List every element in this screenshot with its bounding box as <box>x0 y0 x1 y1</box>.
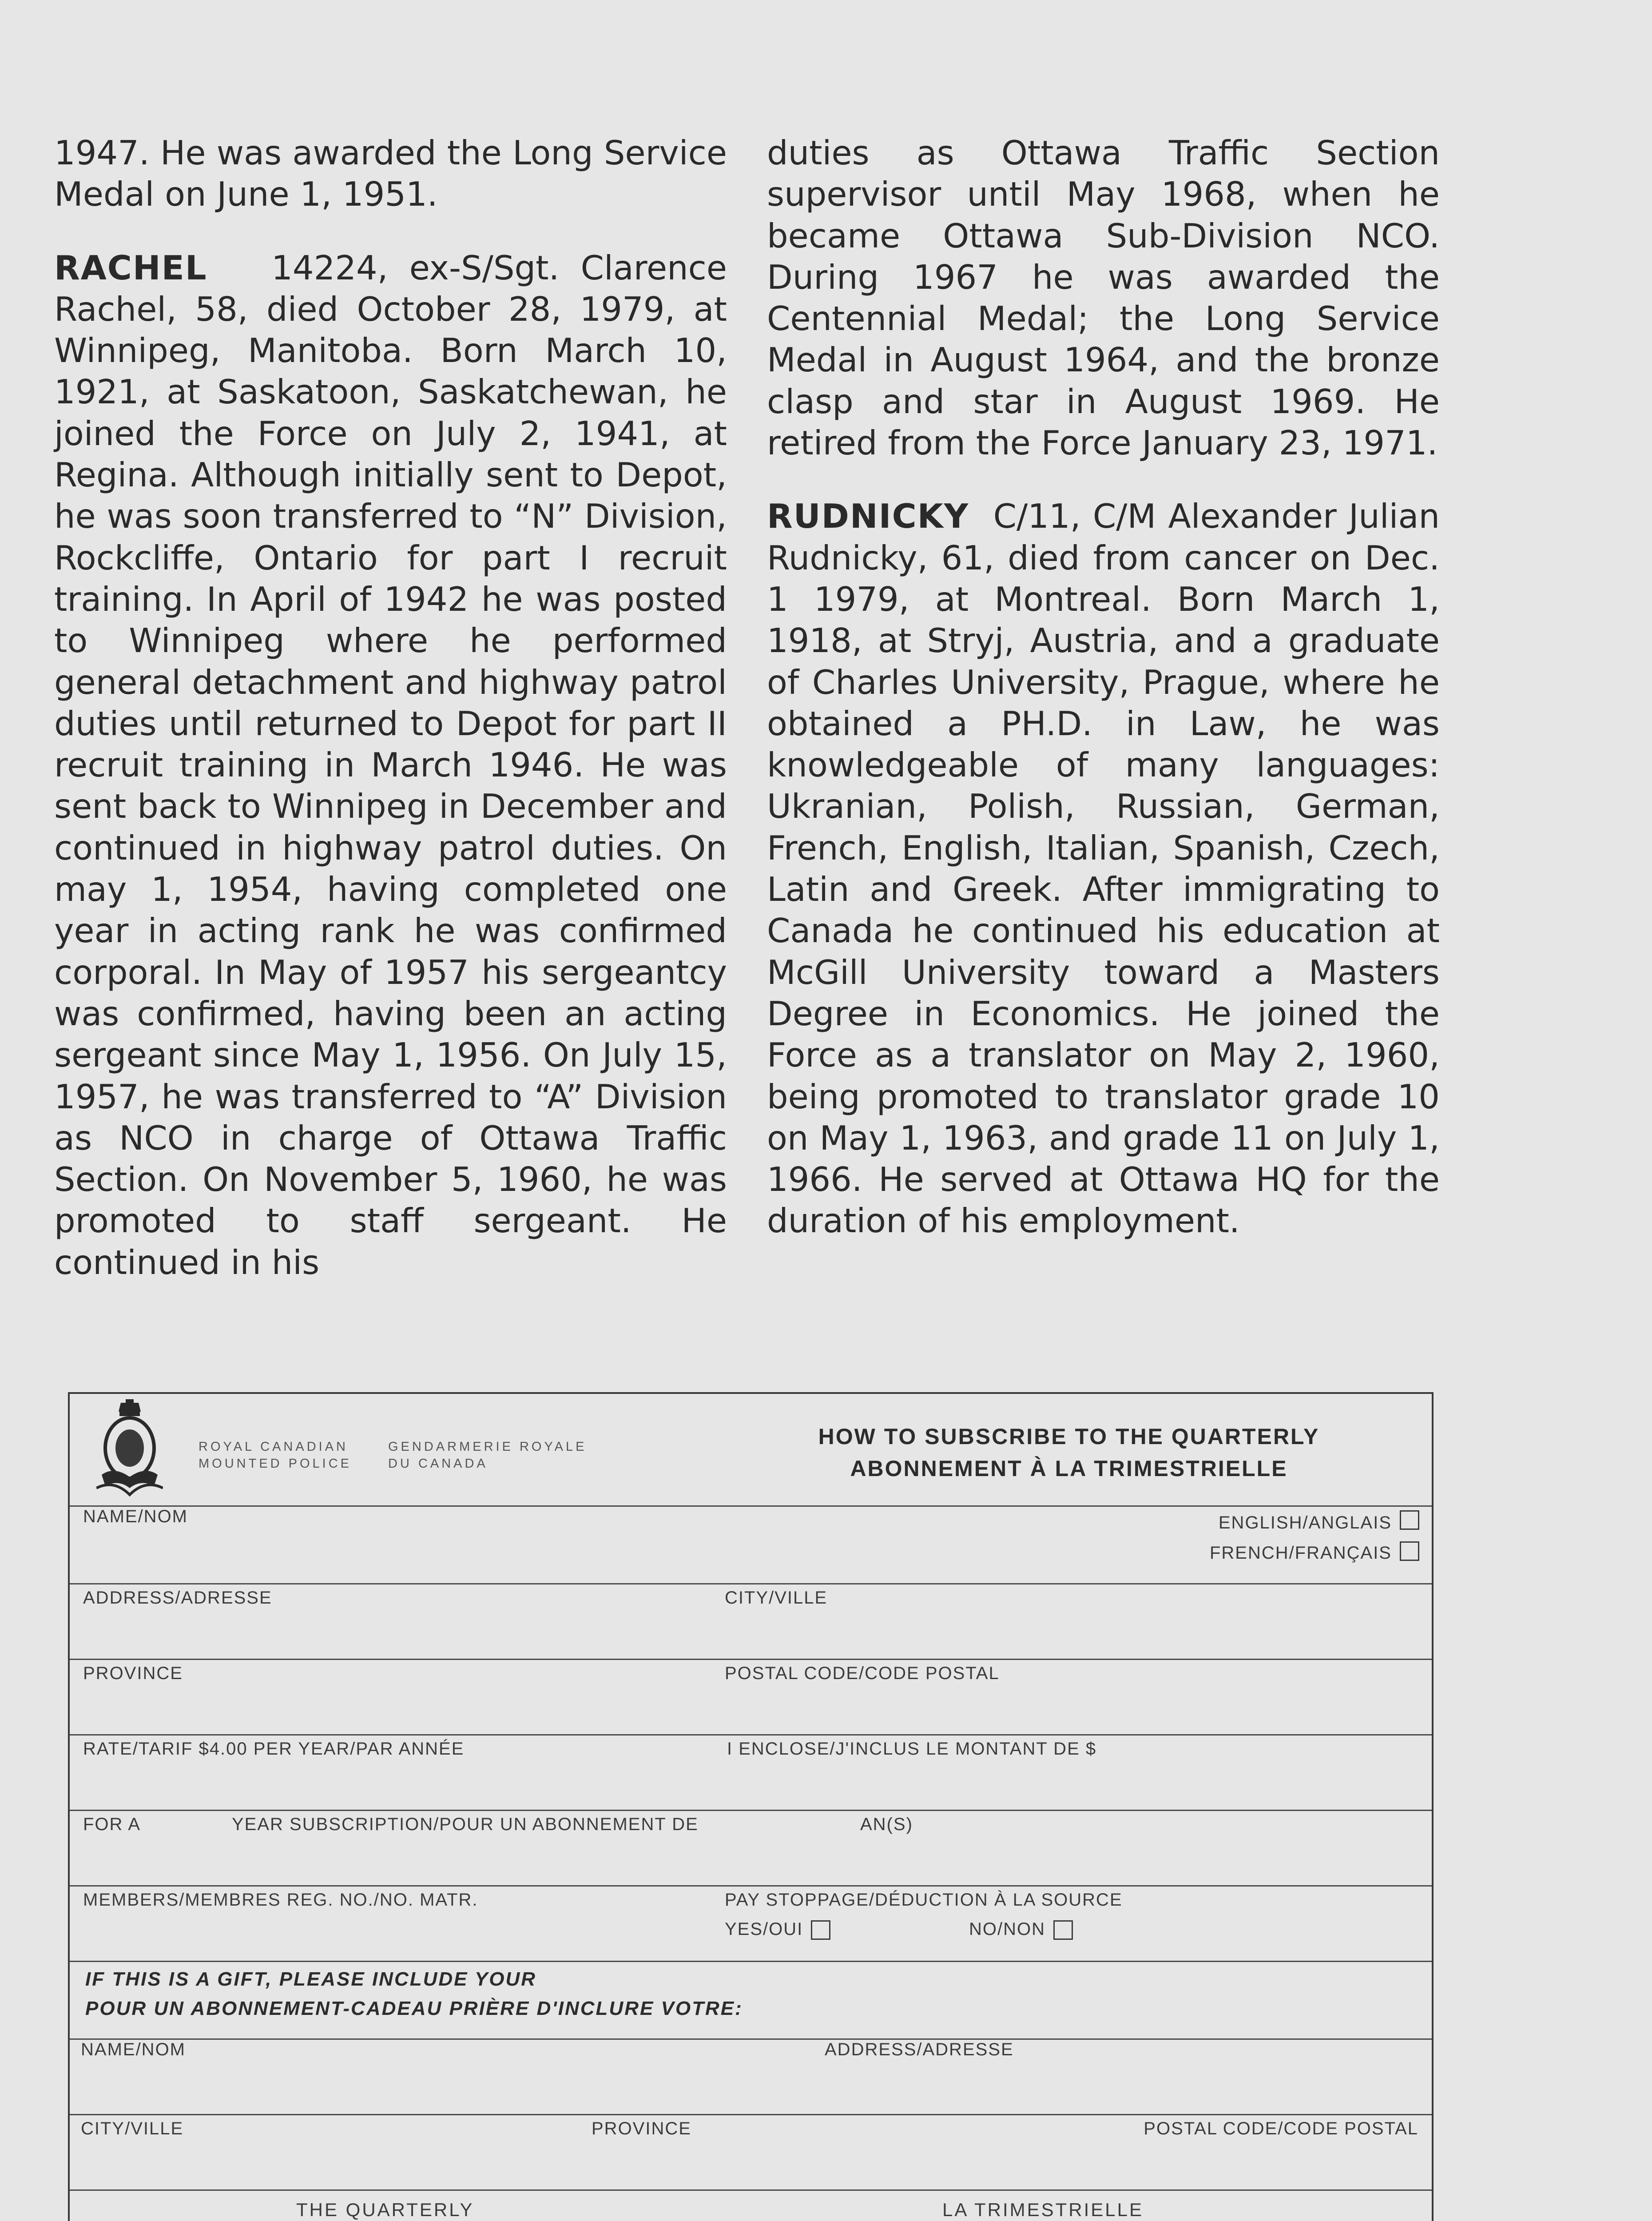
for-a-label: FOR A <box>83 1815 141 1834</box>
gift-instruction-french: POUR UN ABONNEMENT-CADEAU PRIÈRE D'INCLURE VOTRE: <box>85 1998 743 2019</box>
address-label: ADDRESS/ADRESSE <box>83 1588 272 1608</box>
gift-city-label: CITY/VILLE <box>81 2119 184 2138</box>
no-label: NO/NON <box>969 1919 1045 1939</box>
mailing-address-english <box>296 2197 494 2221</box>
gift-province-label: PROVINCE <box>592 2119 691 2138</box>
year-subscription-label: YEAR SUBSCRIPTION/POUR UN ABONNEMENT DE <box>232 1815 699 1834</box>
years-label: AN(S) <box>860 1815 913 1834</box>
rudnicky-obituary <box>767 496 1440 1242</box>
gift-name-label: NAME/NOM <box>81 2040 186 2059</box>
mail-fr-line: LA TRIMESTRIELLE <box>942 2199 1144 2220</box>
members-label: MEMBERS/MEMBRES REG. NO./NO. MATR. <box>83 1890 478 1910</box>
row-subscription-term <box>70 1810 1432 1887</box>
subscription-form <box>68 1392 1434 2221</box>
yes-checkbox[interactable] <box>811 1920 830 1940</box>
no-checkbox[interactable] <box>1053 1920 1073 1940</box>
rachel-obituary <box>54 247 727 1283</box>
rate-label: RATE/TARIF $4.00 PER YEAR/PAR ANNÉE <box>83 1739 465 1759</box>
org-name-french <box>388 1438 587 1472</box>
english-label: ENGLISH/ANGLAIS <box>1218 1513 1392 1532</box>
rudnicky-text: C/11, C/M Alexander Julian Rudnicky, 61, died from cancer on Dec. 1 1979, at Montreal. Born March 1, 1918, at Stryj, Austria, and a graduate of Charles University, Prague, where he obtained a PH.D. in Law, he was knowledgeable of many languages: Ukranian, Polish, Russian, German, French, English, Italian, Spanish, Czech, Latin and Greek. After immigrating to Canada he continued his education at McGill University toward a Masters Degree in Economics. He joined the Force as a translator on May 2, 1960, being promoted to translator grade 10 on May 1, 1963, and grade 11 on July 1, 1966. He served at Ottawa HQ for the duration of his employment. <box>767 497 1440 1241</box>
org-en-line-1: ROYAL CANADIAN <box>199 1440 348 1454</box>
row-province <box>70 1659 1432 1735</box>
left-intro-paragraph: 1947. He was awarded the Long Service Medal on June 1, 1951. <box>54 133 727 214</box>
no-option <box>969 1919 1073 1940</box>
row-mailing-addresses <box>70 2189 1432 2221</box>
rudnicky-name: RUDNICKY <box>767 497 969 536</box>
row-address <box>70 1583 1432 1660</box>
french-label: FRENCH/FRANÇAIS <box>1209 1543 1392 1563</box>
rachel-name: RACHEL <box>54 248 207 287</box>
yes-label: YES/OUI <box>725 1919 803 1939</box>
yes-option <box>725 1919 830 1940</box>
gift-postal-code-label: POSTAL CODE/CODE POSTAL <box>1144 2119 1418 2138</box>
row-gift-city <box>70 2114 1432 2191</box>
form-title <box>780 1421 1358 1485</box>
right-continuation-paragraph: duties as Ottawa Traffic Section supervisor until May 1968, when he became Ottawa Sub-Division NCO. During 1967 he was awarded the Centennial Medal; the Long Service Medal in August 1964, and the bronze clasp and star in August 1969. He retired from the Force January 23, 1971. <box>767 133 1440 463</box>
org-en-line-2: MOUNTED POLICE <box>199 1457 352 1471</box>
gift-instruction-english: IF THIS IS A GIFT, PLEASE INCLUDE YOUR <box>85 1968 537 1990</box>
left-column <box>54 132 727 1315</box>
form-title-english: HOW TO SUBSCRIBE TO THE QUARTERLY <box>818 1424 1320 1449</box>
row-gift-name <box>70 2038 1432 2115</box>
org-name-english <box>199 1438 352 1472</box>
row-rate <box>70 1734 1432 1811</box>
row-name <box>70 1505 1432 1584</box>
right-column <box>767 132 1440 1274</box>
enclose-label: I ENCLOSE/J'INCLUS LE MONTANT DE $ <box>727 1739 1097 1759</box>
row-gift-note <box>70 1961 1432 2040</box>
french-checkbox[interactable] <box>1400 1541 1419 1561</box>
form-title-french: ABONNEMENT À LA TRIMESTRIELLE <box>850 1456 1288 1481</box>
name-label: NAME/NOM <box>83 1507 188 1526</box>
mail-en-line: THE QUARTERLY <box>296 2199 474 2220</box>
rachel-text: 14224, ex-S/Sgt. Clarence Rachel, 58, died October 28, 1979, at Winnipeg, Manitoba. Born March 10, 1921, at Saskatoon, Saskatchewan, he joined the Force on July 2, 1941, at Regina. Although initially sent to Depot, he was soon transferred to “N” Division, Rockcliffe, Ontario for part I recruit training. In April of 1942 he was posted to Winnipeg where he performed general detachment and highway patrol duties until returned to Depot for part II recruit training in March 1946. He was sent back to Winnipeg in December and continued in highway patrol duties. On may 1, 1954, having completed one year in acting rank he was confirmed corporal. In May of 1957 his sergeantcy was confirmed, having been an acting sergeant since May 1, 1956. On July 15, 1957, he was transferred to “A” Division as NCO in charge of Ottawa Traffic Section. On November 5, 1960, he was promoted to staff sergeant. He continued in his <box>54 248 727 1282</box>
province-label: PROVINCE <box>83 1664 183 1683</box>
pay-stoppage-label: PAY STOPPAGE/DÉDUCTION À LA SOURCE <box>725 1890 1123 1910</box>
rcmp-crest-icon <box>96 1399 163 1497</box>
postal-code-label: POSTAL CODE/CODE POSTAL <box>725 1664 1000 1683</box>
org-fr-line-2: DU CANADA <box>388 1457 488 1471</box>
city-label: CITY/VILLE <box>725 1588 828 1608</box>
org-fr-line-1: GENDARMERIE ROYALE <box>388 1440 587 1454</box>
english-checkbox[interactable] <box>1400 1510 1419 1530</box>
row-members <box>70 1885 1432 1962</box>
gift-address-label: ADDRESS/ADRESSE <box>825 2040 1014 2059</box>
mailing-address-french <box>942 2197 1144 2221</box>
